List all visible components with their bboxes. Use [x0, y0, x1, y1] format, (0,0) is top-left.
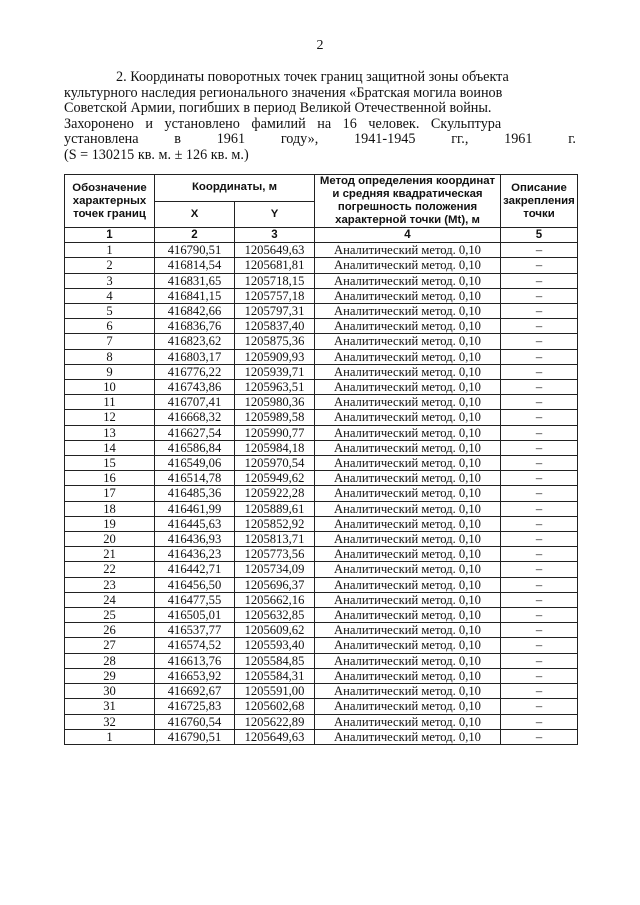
method-cell: Аналитический метод. 0,10 [315, 364, 501, 379]
point-number-cell: 17 [65, 486, 155, 501]
x-coordinate-cell: 416743,86 [155, 380, 235, 395]
description-cell: – [501, 653, 578, 668]
x-coordinate-cell: 416436,23 [155, 547, 235, 562]
x-coordinate-cell: 416574,52 [155, 638, 235, 653]
point-number-cell: 2 [65, 258, 155, 273]
x-coordinate-cell: 416707,41 [155, 395, 235, 410]
intro-line-5-word: г. [568, 131, 576, 148]
intro-line-5-word: гг., [451, 131, 469, 148]
method-cell: Аналитический метод. 0,10 [315, 243, 501, 258]
point-number-cell: 15 [65, 456, 155, 471]
y-coordinate-cell: 1205875,36 [235, 334, 315, 349]
header-description: Описание закрепления точки [501, 175, 578, 228]
y-coordinate-cell: 1205852,92 [235, 516, 315, 531]
intro-line-6: (S = 130215 кв. м. ± 126 кв. м.) [64, 146, 249, 163]
table-row [65, 501, 578, 516]
table-row [65, 668, 578, 683]
x-coordinate-cell: 416514,78 [155, 471, 235, 486]
description-cell: – [501, 440, 578, 455]
column-number: 5 [501, 228, 578, 243]
table-row [65, 319, 578, 334]
description-cell: – [501, 729, 578, 744]
x-coordinate-cell: 416803,17 [155, 349, 235, 364]
y-coordinate-cell: 1205593,40 [235, 638, 315, 653]
y-coordinate-cell: 1205990,77 [235, 425, 315, 440]
x-coordinate-cell: 416445,63 [155, 516, 235, 531]
description-cell: – [501, 516, 578, 531]
description-cell: – [501, 562, 578, 577]
x-coordinate-cell: 416814,54 [155, 258, 235, 273]
method-cell: Аналитический метод. 0,10 [315, 608, 501, 623]
y-coordinate-cell: 1205649,63 [235, 243, 315, 258]
point-number-cell: 22 [65, 562, 155, 577]
point-number-cell: 7 [65, 334, 155, 349]
description-cell: – [501, 668, 578, 683]
table-row [65, 334, 578, 349]
point-number-cell: 31 [65, 699, 155, 714]
intro-line-5-word: установлена [64, 131, 139, 148]
method-cell: Аналитический метод. 0,10 [315, 410, 501, 425]
y-coordinate-cell: 1205734,09 [235, 562, 315, 577]
table-row [65, 547, 578, 562]
point-number-cell: 21 [65, 547, 155, 562]
x-coordinate-cell: 416461,99 [155, 501, 235, 516]
method-cell: Аналитический метод. 0,10 [315, 638, 501, 653]
table-row [65, 243, 578, 258]
y-coordinate-cell: 1205602,68 [235, 699, 315, 714]
table-row [65, 532, 578, 547]
y-coordinate-cell: 1205696,37 [235, 577, 315, 592]
y-coordinate-cell: 1205632,85 [235, 608, 315, 623]
point-number-cell: 29 [65, 668, 155, 683]
x-coordinate-cell: 416823,62 [155, 334, 235, 349]
description-cell: – [501, 243, 578, 258]
method-cell: Аналитический метод. 0,10 [315, 516, 501, 531]
page-number: 2 [316, 38, 324, 53]
method-cell: Аналитический метод. 0,10 [315, 395, 501, 410]
method-cell: Аналитический метод. 0,10 [315, 258, 501, 273]
description-cell: – [501, 273, 578, 288]
intro-line-1: 2. Координаты поворотных точек границ защитной зоны объекта [116, 69, 509, 85]
intro-line-3: Советской Армии, погибших в период Великой Отечественной войны. [64, 100, 492, 117]
x-coordinate-cell: 416725,83 [155, 699, 235, 714]
point-number-cell: 8 [65, 349, 155, 364]
y-coordinate-cell: 1205989,58 [235, 410, 315, 425]
x-coordinate-cell: 416505,01 [155, 608, 235, 623]
y-coordinate-cell: 1205797,31 [235, 304, 315, 319]
method-cell: Аналитический метод. 0,10 [315, 729, 501, 744]
table-row [65, 288, 578, 303]
x-coordinate-cell: 416841,15 [155, 288, 235, 303]
y-coordinate-cell: 1205970,54 [235, 456, 315, 471]
intro-paragraph [64, 70, 576, 164]
x-coordinate-cell: 416456,50 [155, 577, 235, 592]
y-coordinate-cell: 1205909,93 [235, 349, 315, 364]
method-cell: Аналитический метод. 0,10 [315, 456, 501, 471]
method-cell: Аналитический метод. 0,10 [315, 471, 501, 486]
description-cell: – [501, 608, 578, 623]
x-coordinate-cell: 416477,55 [155, 592, 235, 607]
point-number-cell: 11 [65, 395, 155, 410]
table-row [65, 471, 578, 486]
y-coordinate-cell: 1205609,62 [235, 623, 315, 638]
y-coordinate-cell: 1205649,63 [235, 729, 315, 744]
x-coordinate-cell: 416627,54 [155, 425, 235, 440]
table-row [65, 592, 578, 607]
point-number-cell: 18 [65, 501, 155, 516]
description-cell: – [501, 334, 578, 349]
description-cell: – [501, 501, 578, 516]
point-number-cell: 1 [65, 243, 155, 258]
y-coordinate-cell: 1205813,71 [235, 532, 315, 547]
header-y: Y [235, 201, 315, 228]
point-number-cell: 23 [65, 577, 155, 592]
coordinates-table [64, 174, 578, 745]
description-cell: – [501, 714, 578, 729]
table-row [65, 684, 578, 699]
method-cell: Аналитический метод. 0,10 [315, 699, 501, 714]
x-coordinate-cell: 416436,93 [155, 532, 235, 547]
point-number-cell: 9 [65, 364, 155, 379]
table-row [65, 395, 578, 410]
y-coordinate-cell: 1205584,31 [235, 668, 315, 683]
table-row [65, 699, 578, 714]
point-number-cell: 24 [65, 592, 155, 607]
table-row [65, 304, 578, 319]
description-cell: – [501, 380, 578, 395]
table-row [65, 380, 578, 395]
y-coordinate-cell: 1205681,81 [235, 258, 315, 273]
y-coordinate-cell: 1205773,56 [235, 547, 315, 562]
intro-line-4: Захоронено и установлено фамилий на 16 человек. Скульптура [64, 115, 502, 132]
table-row [65, 456, 578, 471]
x-coordinate-cell: 416831,65 [155, 273, 235, 288]
point-number-cell: 14 [65, 440, 155, 455]
point-number-cell: 13 [65, 425, 155, 440]
x-coordinate-cell: 416485,36 [155, 486, 235, 501]
method-cell: Аналитический метод. 0,10 [315, 653, 501, 668]
point-number-cell: 12 [65, 410, 155, 425]
point-number-cell: 32 [65, 714, 155, 729]
x-coordinate-cell: 416549,06 [155, 456, 235, 471]
method-cell: Аналитический метод. 0,10 [315, 273, 501, 288]
point-number-cell: 26 [65, 623, 155, 638]
column-number: 3 [235, 228, 315, 243]
table-row [65, 258, 578, 273]
header-x: X [155, 201, 235, 228]
y-coordinate-cell: 1205584,85 [235, 653, 315, 668]
point-number-cell: 4 [65, 288, 155, 303]
y-coordinate-cell: 1205757,18 [235, 288, 315, 303]
description-cell: – [501, 623, 578, 638]
method-cell: Аналитический метод. 0,10 [315, 684, 501, 699]
description-cell: – [501, 410, 578, 425]
y-coordinate-cell: 1205662,16 [235, 592, 315, 607]
table-row [65, 486, 578, 501]
point-number-cell: 30 [65, 684, 155, 699]
method-cell: Аналитический метод. 0,10 [315, 334, 501, 349]
point-number-cell: 10 [65, 380, 155, 395]
x-coordinate-cell: 416613,76 [155, 653, 235, 668]
header-method: Метод определения координат и средняя квадратическая погрешность положения характерной точки (Mt), м [315, 175, 501, 228]
table-row [65, 410, 578, 425]
y-coordinate-cell: 1205718,15 [235, 273, 315, 288]
method-cell: Аналитический метод. 0,10 [315, 532, 501, 547]
y-coordinate-cell: 1205922,28 [235, 486, 315, 501]
description-cell: – [501, 592, 578, 607]
y-coordinate-cell: 1205963,51 [235, 380, 315, 395]
x-coordinate-cell: 416760,54 [155, 714, 235, 729]
intro-line-5-word: 1961 [216, 131, 246, 148]
description-cell: – [501, 532, 578, 547]
column-number: 4 [315, 228, 501, 243]
header-coordinates: Координаты, м [155, 175, 315, 202]
x-coordinate-cell: 416537,77 [155, 623, 235, 638]
intro-line-5-word: 1941-1945 [354, 131, 416, 148]
intro-line-5-word: 1961 [504, 131, 533, 148]
description-cell: – [501, 577, 578, 592]
point-number-cell: 27 [65, 638, 155, 653]
y-coordinate-cell: 1205591,00 [235, 684, 315, 699]
table-row [65, 425, 578, 440]
y-coordinate-cell: 1205837,40 [235, 319, 315, 334]
x-coordinate-cell: 416836,76 [155, 319, 235, 334]
table-row [65, 729, 578, 744]
description-cell: – [501, 425, 578, 440]
description-cell: – [501, 319, 578, 334]
point-number-cell: 20 [65, 532, 155, 547]
description-cell: – [501, 684, 578, 699]
point-number-cell: 6 [65, 319, 155, 334]
description-cell: – [501, 547, 578, 562]
x-coordinate-cell: 416668,32 [155, 410, 235, 425]
description-cell: – [501, 395, 578, 410]
header-designation: Обозначение характерных точек границ [65, 175, 155, 228]
intro-line-2: культурного наследия регионального значения «Братская могила воинов [64, 84, 503, 101]
method-cell: Аналитический метод. 0,10 [315, 668, 501, 683]
method-cell: Аналитический метод. 0,10 [315, 380, 501, 395]
table-row [65, 440, 578, 455]
method-cell: Аналитический метод. 0,10 [315, 501, 501, 516]
y-coordinate-cell: 1205984,18 [235, 440, 315, 455]
point-number-cell: 25 [65, 608, 155, 623]
description-cell: – [501, 699, 578, 714]
point-number-cell: 3 [65, 273, 155, 288]
table-row [65, 623, 578, 638]
description-cell: – [501, 364, 578, 379]
x-coordinate-cell: 416776,22 [155, 364, 235, 379]
method-cell: Аналитический метод. 0,10 [315, 577, 501, 592]
point-number-cell: 19 [65, 516, 155, 531]
column-number: 1 [65, 228, 155, 243]
description-cell: – [501, 304, 578, 319]
y-coordinate-cell: 1205980,36 [235, 395, 315, 410]
table-row [65, 516, 578, 531]
method-cell: Аналитический метод. 0,10 [315, 623, 501, 638]
method-cell: Аналитический метод. 0,10 [315, 425, 501, 440]
point-number-cell: 5 [65, 304, 155, 319]
method-cell: Аналитический метод. 0,10 [315, 349, 501, 364]
description-cell: – [501, 349, 578, 364]
table-row [65, 349, 578, 364]
description-cell: – [501, 456, 578, 471]
table-row [65, 714, 578, 729]
method-cell: Аналитический метод. 0,10 [315, 562, 501, 577]
x-coordinate-cell: 416842,66 [155, 304, 235, 319]
method-cell: Аналитический метод. 0,10 [315, 288, 501, 303]
column-number: 2 [155, 228, 235, 243]
method-cell: Аналитический метод. 0,10 [315, 714, 501, 729]
y-coordinate-cell: 1205622,89 [235, 714, 315, 729]
x-coordinate-cell: 416586,84 [155, 440, 235, 455]
description-cell: – [501, 258, 578, 273]
y-coordinate-cell: 1205939,71 [235, 364, 315, 379]
x-coordinate-cell: 416442,71 [155, 562, 235, 577]
description-cell: – [501, 471, 578, 486]
method-cell: Аналитический метод. 0,10 [315, 547, 501, 562]
table-body [65, 243, 578, 745]
point-number-cell: 16 [65, 471, 155, 486]
y-coordinate-cell: 1205949,62 [235, 471, 315, 486]
y-coordinate-cell: 1205889,61 [235, 501, 315, 516]
method-cell: Аналитический метод. 0,10 [315, 304, 501, 319]
method-cell: Аналитический метод. 0,10 [315, 440, 501, 455]
x-coordinate-cell: 416653,92 [155, 668, 235, 683]
table-row [65, 608, 578, 623]
method-cell: Аналитический метод. 0,10 [315, 319, 501, 334]
method-cell: Аналитический метод. 0,10 [315, 592, 501, 607]
table-row [65, 273, 578, 288]
description-cell: – [501, 486, 578, 501]
table-row [65, 653, 578, 668]
table-row [65, 562, 578, 577]
intro-line-5 [64, 132, 576, 148]
x-coordinate-cell: 416692,67 [155, 684, 235, 699]
description-cell: – [501, 638, 578, 653]
table-row [65, 364, 578, 379]
intro-line-5-word: году», [280, 131, 319, 148]
x-coordinate-cell: 416790,51 [155, 729, 235, 744]
description-cell: – [501, 288, 578, 303]
point-number-cell: 28 [65, 653, 155, 668]
point-number-cell: 1 [65, 729, 155, 744]
x-coordinate-cell: 416790,51 [155, 243, 235, 258]
table-row [65, 577, 578, 592]
intro-line-5-word: в [174, 131, 181, 148]
table-row [65, 638, 578, 653]
method-cell: Аналитический метод. 0,10 [315, 486, 501, 501]
